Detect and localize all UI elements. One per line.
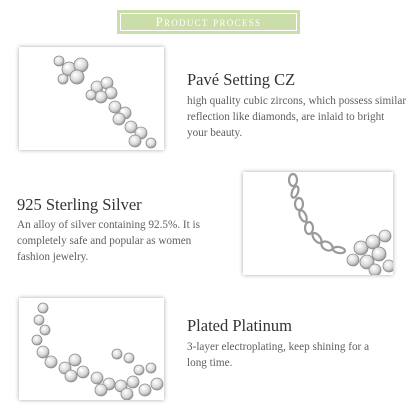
feature-desc-platinum: 3-layer electroplating, keep shining for a long time. (187, 341, 370, 369)
flower-arc-closeup-icon (19, 298, 164, 400)
chain-link-closeup-icon (243, 172, 393, 275)
flower-wreath-closeup-icon (19, 47, 164, 150)
feature-title-platinum: Plated Platinum (187, 316, 292, 335)
feature-image-platinum (19, 298, 164, 400)
feature-image-silver (243, 172, 393, 275)
feature-image-pave (19, 47, 164, 150)
feature-desc-silver: An alloy of silver containing 92.5%. It is completely safe and popular as women fashion jewelry. (17, 219, 201, 263)
banner-title: Product process (155, 14, 262, 29)
feature-title-pave: Pavé Setting CZ (187, 70, 296, 89)
feature-desc-pave: high quality cubic zircons, which possess similar reflection like diamonds, are inlaid to bright your beauty. (187, 95, 407, 139)
section-banner (117, 10, 300, 34)
feature-title-silver: 925 Sterling Silver (17, 195, 142, 214)
